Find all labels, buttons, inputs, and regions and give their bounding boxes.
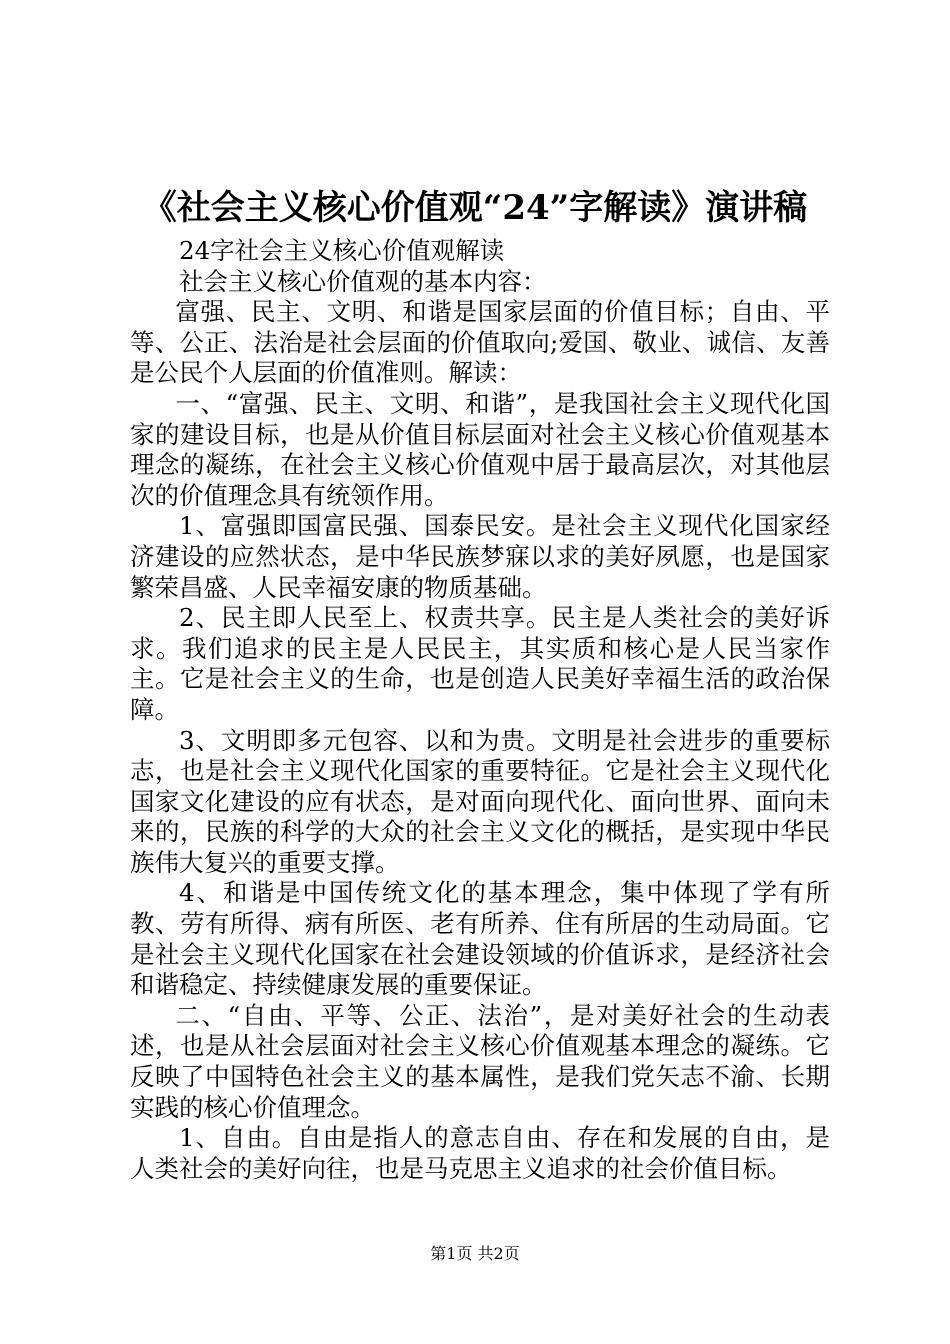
document-body [130,236,830,1184]
document-title: 《社会主义核心价值观“24”字解读》演讲稿 [142,188,808,228]
paragraph-civility: 3、文明即多元包容、以和为贵。文明是社会进步的重要标志，也是社会主义现代化国家的重要特征。它是社会主义现代化国家文化建设的应有状态，是对面向现代化、面向世界、面向未来的，民族的科学的大众的社会主义文化的概括，是实现中华民族伟大复兴的重要支撑。 [130,725,830,877]
paragraph-overview: 富强、民主、文明、和谐是国家层面的价值目标；自由、平等、公正、法治是社会层面的价值取向;爱国、敬业、诚信、友善是公民个人层面的价值准则。解读： [130,297,830,388]
page-footer: 第1页 共2页 [430,1244,520,1263]
paragraph-section-two: 二、“自由、平等、公正、法治”，是对美好社会的生动表述，也是从社会层面对社会主义核心价值观基本理念的凝练。它反映了中国特色社会主义的基本属性，是我们党矢志不渝、长期实践的核心价值理念。 [130,1000,830,1122]
paragraph-section-one: 一、“富强、民主、文明、和谐”，是我国社会主义现代化国家的建设目标，也是从价值目标层面对社会主义核心价值观基本理念的凝练，在社会主义核心价值观中居于最高层次，对其他层次的价值理念具有统领作用。 [130,388,830,510]
paragraph-freedom: 1、自由。自由是指人的意志自由、存在和发展的自由，是人类社会的美好向往，也是马克思主义追求的社会价值目标。 [130,1123,830,1183]
paragraph-democracy: 2、民主即人民至上、权责共享。民主是人类社会的美好诉求。我们追求的民主是人民民主，其实质和核心是人民当家作主。它是社会主义的生命，也是创造人民美好幸福生活的政治保障。 [130,603,830,724]
paragraph-basic-content: 社会主义核心价值观的基本内容： [179,266,547,296]
paragraph-harmony: 4、和谐是中国传统文化的基本理念，集中体现了学有所教、劳有所得、病有所医、老有所养、住有所居的生动局面。它是社会主义现代化国家在社会建设领域的价值诉求，是经济社会和谐稳定、持续健康发展的重要保证。 [130,878,830,1000]
paragraph-subtitle: 24字社会主义核心价值观解读 [179,236,505,265]
paragraph-prosperity: 1、富强即国富民强、国泰民安。是社会主义现代化国家经济建设的应然状态，是中华民族梦寐以求的美好夙愿，也是国家繁荣昌盛、人民幸福安康的物质基础。 [130,511,830,602]
